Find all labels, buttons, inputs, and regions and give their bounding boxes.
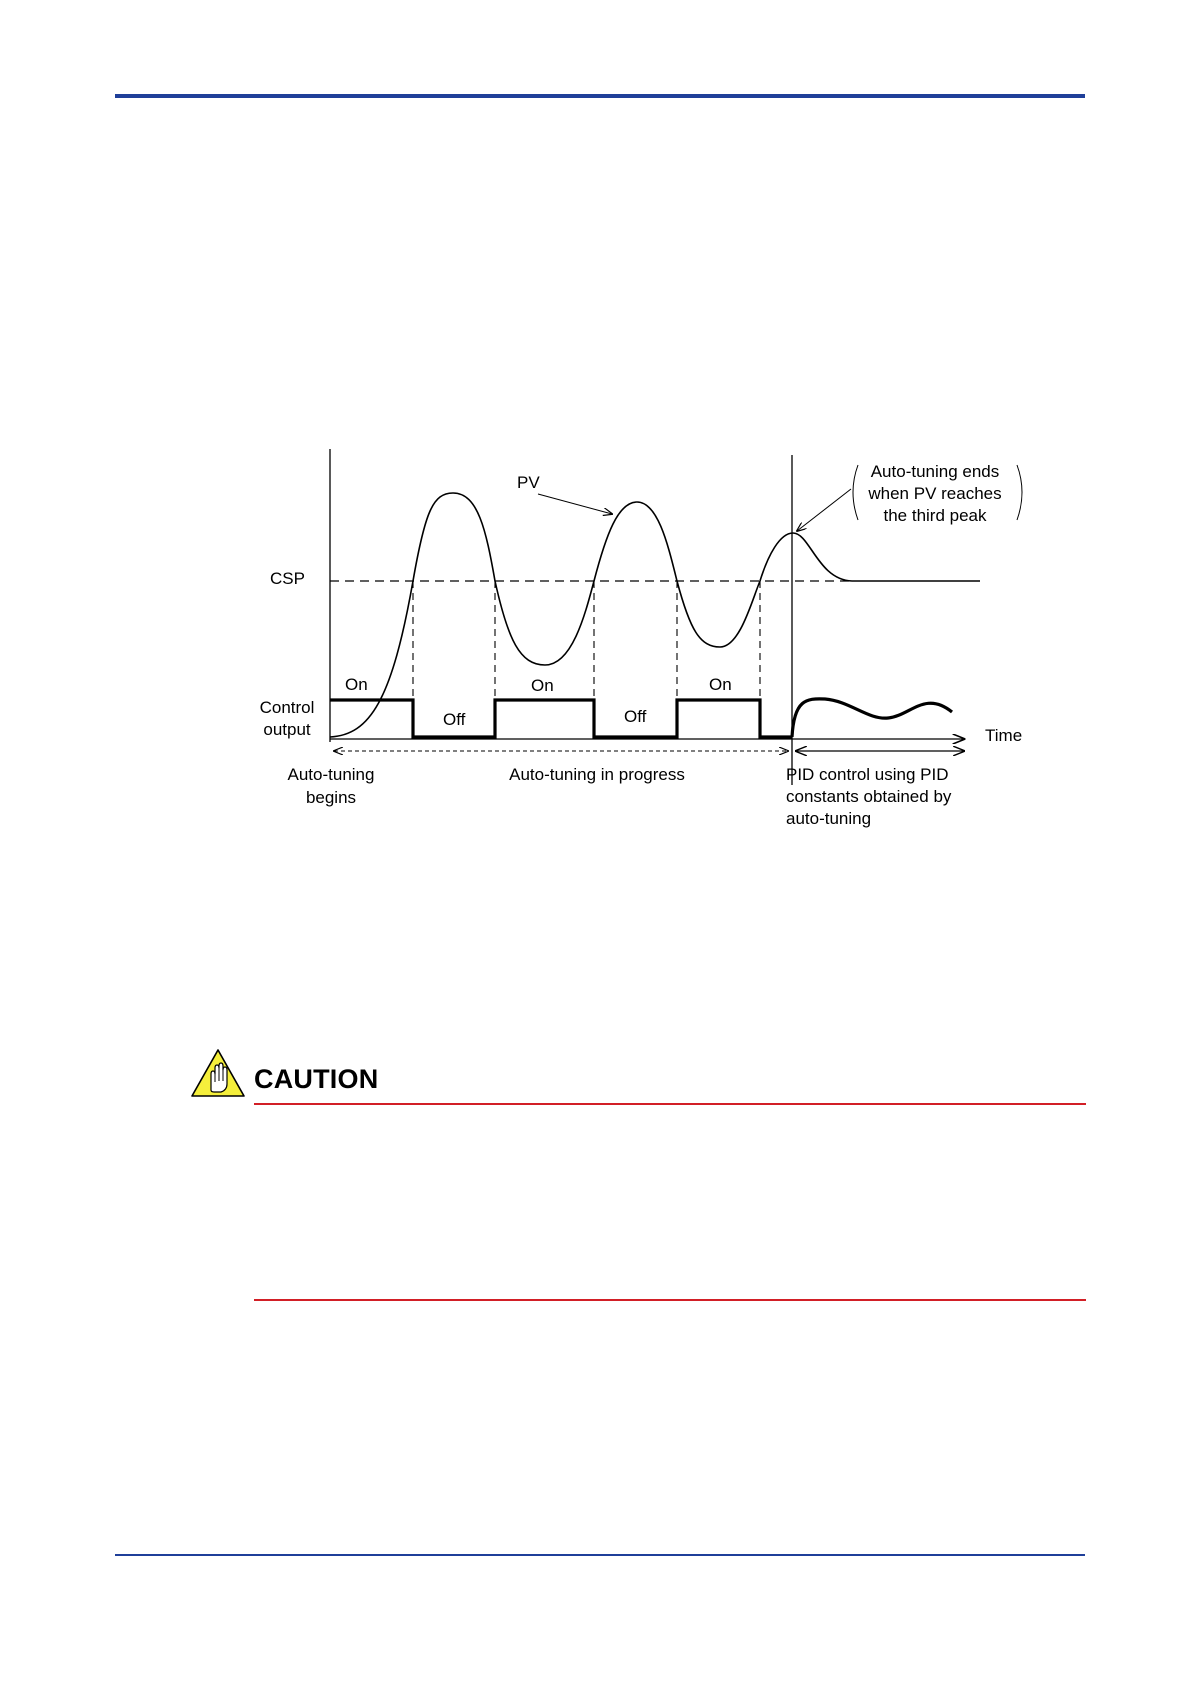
control-output-label: Control — [259, 698, 315, 717]
caution-title: CAUTION — [254, 1064, 379, 1094]
at-ends-note-2: when PV reaches — [868, 484, 1002, 503]
at-begins-label-1: Auto-tuning — [287, 765, 375, 784]
on-label-2: On — [531, 676, 554, 695]
pid-label-1: PID control using PID — [786, 765, 949, 784]
pid-label-2: constants obtained by — [786, 787, 952, 806]
control-output-label-2: output — [263, 720, 311, 739]
at-ends-note-3: the third peak — [883, 506, 987, 525]
caution-hand-icon — [190, 1048, 246, 1098]
time-label: Time — [985, 726, 1023, 745]
off-label-2: Off — [624, 707, 647, 726]
on-label-3: On — [709, 675, 732, 694]
caution-rule-top — [254, 1103, 1086, 1105]
pv-leader — [538, 494, 612, 514]
third-peak-leader — [797, 489, 851, 531]
off-label-1: Off — [443, 710, 466, 729]
at-begins-label-2: begins — [305, 788, 357, 807]
note-bracket-left — [853, 465, 858, 520]
footer-rule — [115, 1554, 1085, 1556]
on-label-1: On — [345, 675, 368, 694]
pv-label: PV — [517, 473, 540, 492]
control-output-wave — [330, 700, 792, 737]
pid-label-3: auto-tuning — [786, 809, 872, 828]
at-ends-note-1: Auto-tuning ends — [870, 462, 1000, 481]
note-bracket-right — [1017, 465, 1022, 520]
caution-rule-bottom — [254, 1299, 1086, 1301]
csp-label: CSP — [270, 569, 305, 588]
at-progress-label: Auto-tuning in progress — [509, 765, 685, 784]
pid-output-wave — [792, 699, 952, 737]
